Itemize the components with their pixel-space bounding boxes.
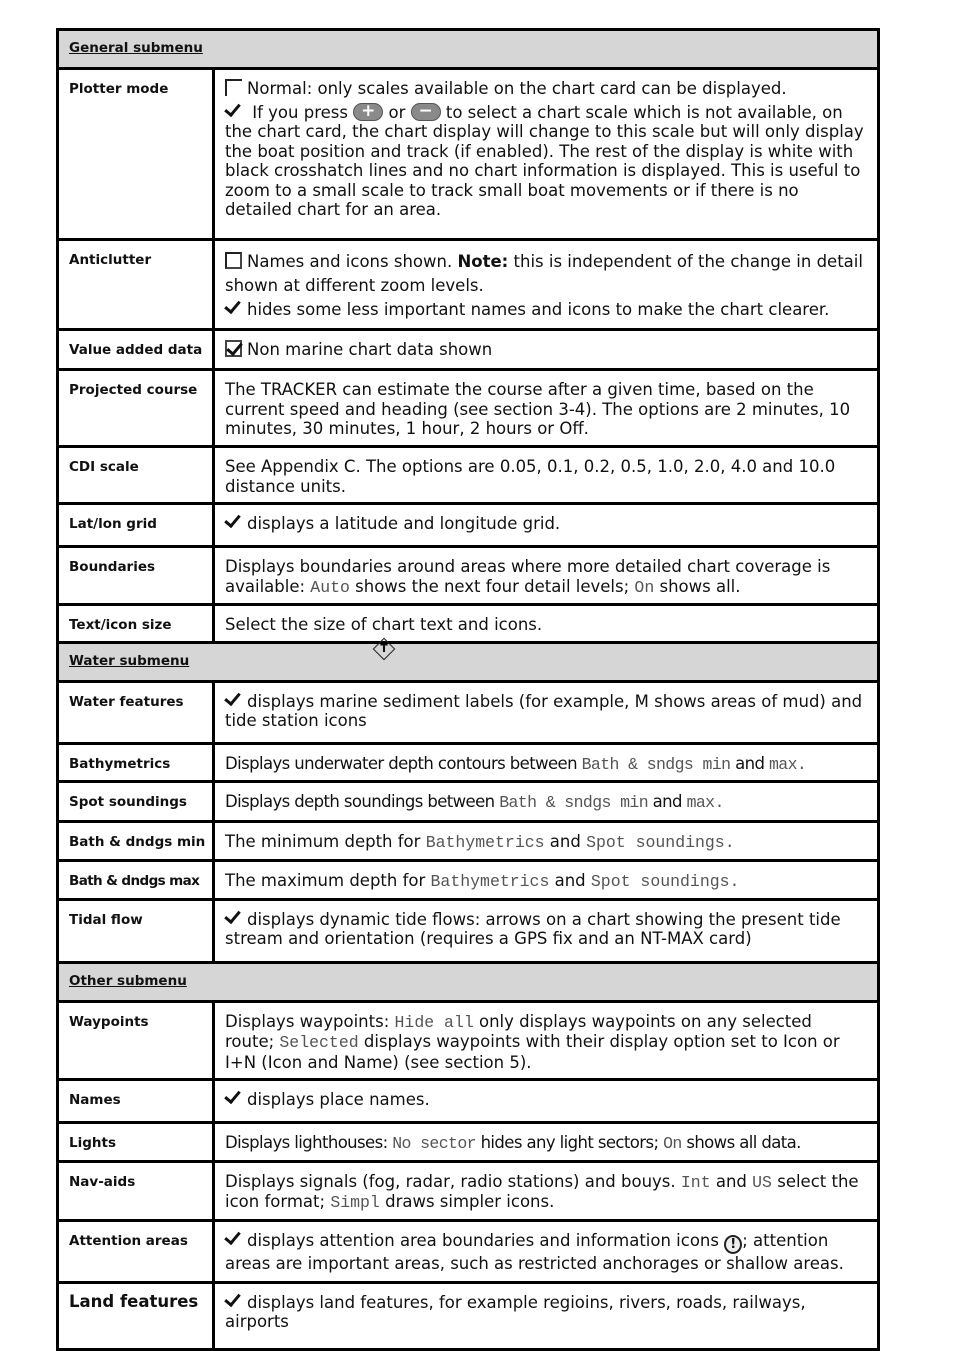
- row-value-added-data: [58, 330, 879, 370]
- setting-text: See Appendix C. The options are 0.05, 0.1, 0.2, 0.5, 1.0, 2.0, 4.0 and 10.0 distance units.: [225, 457, 836, 496]
- setting-label: Text/icon size: [69, 617, 172, 633]
- row-attention-areas: [58, 1220, 879, 1282]
- option-value: On: [663, 1134, 682, 1153]
- checked-checkbox-icon: [225, 340, 242, 357]
- setting-text: and: [554, 871, 586, 890]
- tick-icon: [225, 692, 242, 709]
- option-value: Bath & sndgs min: [499, 793, 649, 812]
- minus-button-icon: −: [411, 103, 441, 121]
- setting-text: to select a chart scale which is not available, on: [445, 102, 843, 122]
- setting-text: draws simpler icons.: [385, 1192, 555, 1211]
- setting-text: Displays boundaries around areas where more detailed chart coverage is available:: [225, 557, 831, 596]
- setting-text: Normal: only scales available on the chart card can be displayed.: [247, 79, 787, 98]
- setting-label: Boundaries: [69, 559, 156, 575]
- setting-text: Displays underwater depth contours between: [225, 753, 577, 773]
- setting-text: and: [652, 792, 682, 811]
- setting-text: shows all data.: [686, 1133, 801, 1152]
- setting-text: The minimum depth for: [225, 832, 421, 851]
- setting-label: Spot soundings: [69, 794, 187, 810]
- plus-button-icon: +: [353, 103, 383, 121]
- row-plotter-mode: [58, 69, 879, 240]
- setting-text: ; attention areas are important areas, such as restricted anchorages or shallow areas.: [225, 1230, 844, 1273]
- setting-label: Value added data: [69, 342, 203, 358]
- setting-text: displays a latitude and longitude grid.: [247, 514, 561, 533]
- setting-text: Displays waypoints:: [225, 1011, 390, 1031]
- row-bath-max: [58, 861, 879, 900]
- empty-checkbox-icon: [225, 79, 242, 96]
- row-bath-min: [58, 822, 879, 861]
- option-value: max.: [686, 793, 724, 812]
- setting-text: hides some less important names and icons to make the chart clearer.: [247, 300, 830, 319]
- row-water-features: [58, 681, 879, 743]
- setting-text: shows the next four detail levels;: [355, 576, 630, 596]
- setting-text: Select the size of chart text and icons.: [225, 615, 543, 634]
- row-nav-aids: [58, 1161, 879, 1220]
- option-value: Bath & sndgs min: [581, 754, 731, 774]
- row-names: [58, 1080, 879, 1123]
- option-value: Bathymetrics: [430, 872, 550, 891]
- setting-label: Plotter mode: [69, 81, 169, 97]
- setting-text: Displays lighthouses:: [225, 1133, 388, 1152]
- row-cdi-scale: [58, 447, 879, 504]
- option-value: Selected: [279, 1033, 359, 1052]
- tick-icon: [225, 103, 242, 120]
- note-label: Note:: [457, 252, 509, 271]
- setting-label: Nav-aids: [69, 1173, 136, 1190]
- tide-station-icon: T: [373, 638, 395, 660]
- option-value: Hide all: [394, 1012, 474, 1032]
- setting-text: select the icon format;: [225, 1171, 859, 1211]
- setting-text: this is independent of the change in detail shown at different zoom levels.: [225, 252, 863, 295]
- tick-icon: [225, 910, 242, 927]
- setting-label: Attention areas: [69, 1232, 188, 1249]
- option-value: No sector: [392, 1134, 476, 1153]
- row-anticlutter: [58, 240, 879, 330]
- setting-text: Displays depth soundings between: [225, 792, 495, 811]
- tick-icon: [225, 514, 242, 531]
- row-land-features: [58, 1282, 879, 1349]
- setting-label: Land features: [69, 1291, 199, 1311]
- row-bathymetrics: [58, 743, 879, 782]
- option-value: US: [752, 1172, 772, 1192]
- setting-text: and: [735, 753, 765, 773]
- setting-text: Non marine chart data shown: [247, 340, 493, 359]
- option-value: Spot soundings.: [586, 833, 735, 852]
- tick-icon: [225, 1293, 242, 1310]
- setting-label: Anticlutter: [69, 252, 152, 268]
- row-projected-course: [58, 370, 879, 447]
- section-header-general: [58, 30, 879, 69]
- row-waypoints: [58, 1001, 879, 1080]
- row-tidal-flow: [58, 899, 879, 962]
- section-title: Other submenu: [69, 972, 187, 989]
- setting-text: shows all.: [659, 576, 741, 596]
- row-text-icon-size: [58, 605, 879, 643]
- setting-label: Waypoints: [69, 1013, 149, 1030]
- setting-text: Names and icons shown.: [247, 252, 453, 271]
- setting-text: displays place names.: [247, 1090, 430, 1109]
- option-value: Simpl: [330, 1193, 380, 1212]
- setting-text: only displays waypoints on any selected route;: [225, 1011, 812, 1051]
- option-value: Int: [680, 1172, 711, 1192]
- tick-icon: [225, 1231, 242, 1248]
- section-title: Water submenu: [69, 652, 190, 669]
- tick-icon: [225, 300, 242, 317]
- option-value: Bathymetrics: [425, 833, 545, 852]
- settings-table: [56, 28, 880, 1351]
- setting-label: Bath & dndgs max: [69, 873, 200, 889]
- row-lights: [58, 1123, 879, 1162]
- setting-text: Displays signals (fog, radar, radio stations) and bouys.: [225, 1171, 676, 1191]
- section-header-water: [58, 642, 879, 681]
- setting-label: Lat/lon grid: [69, 516, 157, 532]
- setting-label: Names: [69, 1092, 121, 1108]
- setting-text: The TRACKER can estimate the course after a given time, based on the current speed and heading (see section 3-4). The options are 2 minutes, 10 minutes, 30 minutes, 1 hour, 2 hours or Off.: [225, 380, 851, 438]
- tick-icon: [225, 1090, 242, 1107]
- setting-text: the chart card, the chart display will change to this scale but will only display the boat position and track (if enabled). The rest of the display is white with black crosshatch lines and no chart information is displayed. This is useful to zoom to a small scale to track small boat movements or if there is no detailed chart for an area.: [225, 122, 864, 219]
- setting-label: Lights: [69, 1135, 116, 1151]
- row-latlon-grid: [58, 504, 879, 547]
- setting-text: displays marine sediment labels (for example, M shows areas of mud) and tide station icons: [225, 691, 863, 730]
- setting-text: and: [549, 832, 581, 851]
- setting-text: The maximum depth for: [225, 871, 426, 890]
- section-title: General submenu: [69, 40, 203, 56]
- setting-label: Bath & dndgs min: [69, 834, 206, 850]
- setting-label: Projected course: [69, 382, 198, 398]
- setting-text: displays waypoints with their display option set to Icon or I+N (Icon and Name) (see section 5).: [225, 1032, 840, 1072]
- info-icon: !: [724, 1235, 742, 1254]
- option-value: Auto: [310, 577, 350, 597]
- section-header-other: [58, 962, 879, 1001]
- setting-text: displays attention area boundaries and information icons: [247, 1230, 719, 1250]
- setting-text: If you press: [252, 102, 348, 122]
- setting-label: Tidal flow: [69, 911, 143, 928]
- empty-checkbox-icon: [225, 252, 242, 269]
- setting-text: displays dynamic tide flows: arrows on a chart showing the present tide stream and orientation (requires a GPS fix and an NT-MAX card): [225, 909, 841, 948]
- setting-text: displays land features, for example regioins, rivers, roads, railways, airports: [225, 1292, 806, 1331]
- option-value: max.: [768, 754, 807, 774]
- option-value: On: [634, 577, 655, 597]
- setting-text: or: [388, 102, 406, 122]
- setting-text: and: [715, 1171, 747, 1191]
- setting-label: CDI scale: [69, 459, 139, 475]
- setting-label: Bathymetrics: [69, 755, 171, 772]
- setting-text: hides any light sectors;: [480, 1133, 659, 1152]
- option-value: Spot soundings.: [590, 872, 740, 891]
- row-spot-soundings: [58, 782, 879, 822]
- row-boundaries: [58, 547, 879, 605]
- setting-label: Water features: [69, 693, 184, 710]
